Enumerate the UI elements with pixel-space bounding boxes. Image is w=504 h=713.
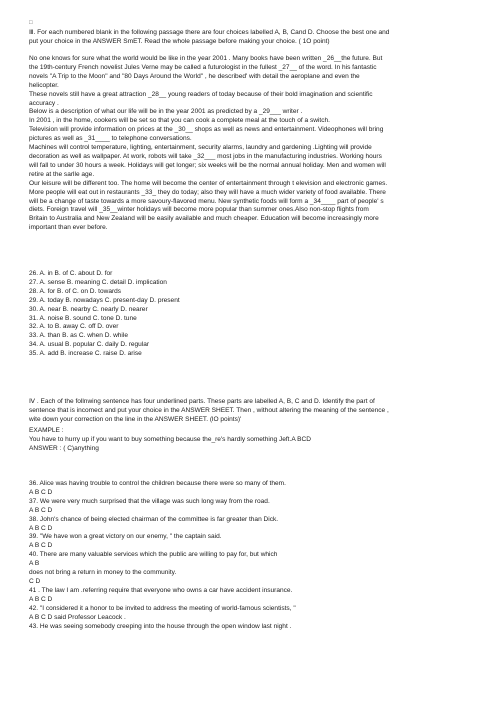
corner-mark: □	[29, 20, 33, 26]
section3-instruction: Ⅲ. For each numbered blank in the following passage there are four choices labelled A, B, Cand D. Choose the best one and put your choice in the ANSWER SmET. Read the whole passage before making your choice. ( 1O point)	[29, 29, 390, 45]
cloze-passage: No one knows for sure what the world would be like in the year 2001 . Many books have been written _26__the future. But the 19th-century French novelist Jules Verne may be called a futurologist in the fullest _27__ of the word. In his fantastic novels "A Trip to the Moon" and "80 Days Around the World" , he described' with detail the aeroplane and even the helicopter. These novels still have a great attraction _28__ young readers of today because of their bold imagination and scientific accuracy . Below is a description of what our life will be in the year 2001 as predicted by a _29___ writer . In 2001 , in the home, cookers will be set so that you can cook a complete meal at the touch of a switch. Television will provide information on prices at the _30__ shops as well as news and entertainment. Videophones will bring pictures as well as _31____ to telephone conversations. Machines will control temperature, lighting, entertainment, security alarms, laundry and gardening .Lighting will provide decoration as well as wallpaper. At work, robots will take _32___ most jobs in the manufacturing industries. Working hours will fall to under 30 hours a week. Holidays will get longer; six weeks will be the normal annual holiday. Men and women will retire at the sarlle age. Our leisure will be different too. The home will become the center of entertainment through t elevision and electronic games. More people will eat out in restaurants _33_ they do today; also they will have a much wider variety of food available. There will be a change of taste towards a more savoury-flavored menu. New synthetic foods will form a _34____ part of people' s diets. Foreign travel will _35__winter holidays will become more popular than summer ones.Also non-stop flights from Britain to Australia and New Zealand will be easily available and much cheaper. Education will become increasingly more important than ever before.	[29, 55, 388, 232]
section4-example: EXAMPLE : You have to hurry up if you want to buy something because the_re's hardly something Jeft.A BCD ANSWER : ( C)anything	[29, 427, 311, 452]
cloze-options: 26. A. in B. of C. about D. for 27. A. sense B. meaning C. detail D. implication 28. A. for B. of C. on D. towards 29. A. today B. nowadays C. present-day D. present 30. A. near B. nearby C. nearly D. nearer 31. A. noise B. sound C. tone D. tune 32. A. to B. away C. off D. over 33. A. than B. as C. when D. while 34. A. usual B. popular C. daily D. regular 35. A. add B. increase C. raise D. arise	[29, 270, 180, 358]
section4-instruction: Ⅳ . Each of the follnwing sentence has four underlined parts. These parts are labelled A, B, C and D. Identify the part of sentence that is incomect and put your choice in the ANSWER SHEET. Then , without altering the meaning of the sentence , wite down your correction on the line in the ANSWER SHEET. (lO points)'	[29, 398, 389, 423]
error-correction-items: 36. Alice was having trouble to control the children because there were so many of them. A B C D 37. We were very much surprised that the village was such long way from the road. A B C D 38. John's chance of being elected chairman of the committee is far greater than Dick. A B C D 39. "We have won a great victory on our enemy, " the captain said. A B C D 40. There are many valuable services which the public are willing to pay for, but which A B does not bring a return in money to the community. C D 41 . The law I am .referring require that everyone who owns a car have accident insurance. A B C D 42. "I considered it a honor to be invited to address the meeting of world-famous scientists, " A B C D said Professor Leacock . 43. He was seeing somebody creeping into the house through the open window last night .	[29, 480, 296, 630]
